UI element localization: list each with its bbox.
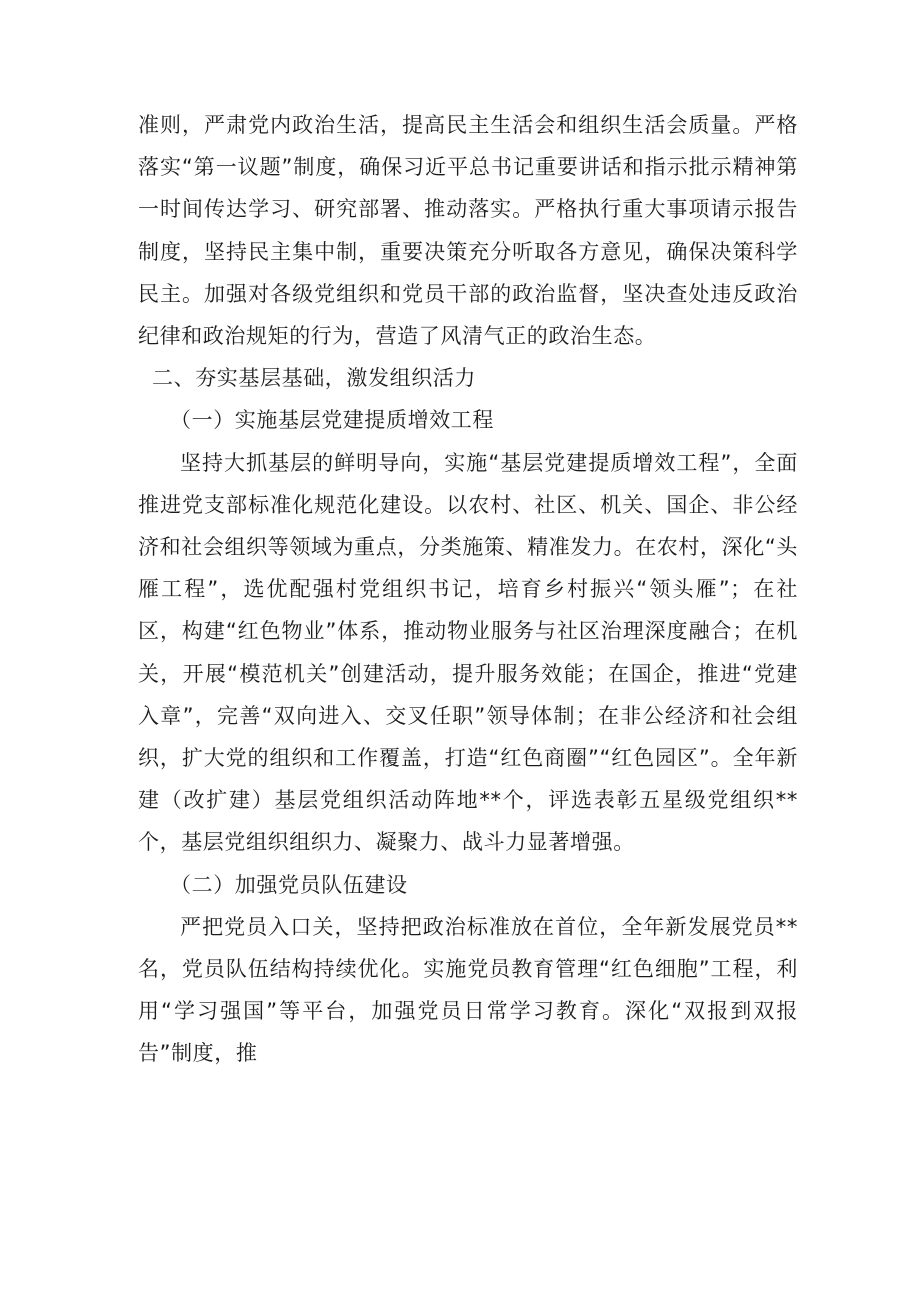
paragraph-quality-project: 坚持大抓基层的鲜明导向，实施“基层党建提质增效工程”，全面推进党支部标准化规范化建设。以农村、社区、机关、国企、非公经济和社会组织等领域为重点，分类施策、精准发力。在农村，深化“头雁工程”，选优配强村党组织书记，培育乡村振兴“领头雁”；在社区，构建“红色物业”体系，推动物业服务与社区治理深度融合；在机关，开展“模范机关”创建活动，提升服务效能；在国企，推进“党建入章”，完善“双向进入、交叉任职”领导体制；在非公经济和社会组织，扩大党的组织和工作覆盖，打造“红色商圈”“红色园区”。全年新建（改扩建）基层党组织活动阵地**个，评选表彰五星级党组织**个，基层党组织组织力、凝聚力、战斗力显著增强。: [138, 450, 798, 855]
section-heading-grassroots: 二、夯实基层基础，激发组织活力: [152, 366, 476, 391]
document-body: [138, 104, 798, 1075]
paragraph-member-team: 严把党员入口关，坚持把政治标准放在首位，全年新发展党员**名，党员队伍结构持续优化。实施党员教育管理“红色细胞”工程，利用“学习强国”等平台，加强党员日常学习教育。深化“双报到双报告”制度，推: [138, 914, 798, 1066]
paragraph-political-life: 准则，严肃党内政治生活，提高民主生活会和组织生活会质量。严格落实“第一议题”制度，确保习近平总书记重要讲话和指示批示精神第一时间传达学习、研究部署、推动落实。严格执行重大事项请示报告制度，坚持民主集中制，重要决策充分听取各方意见，确保决策科学民主。加强对各级党组织和党员干部的政治监督，坚决查处违反政治纪律和政治规矩的行为，营造了风清气正的政治生态。: [138, 113, 798, 349]
subheading-member-team: （二）加强党员队伍建设: [170, 872, 408, 897]
subheading-quality-project: （一）实施基层党建提质增效工程: [170, 408, 494, 433]
